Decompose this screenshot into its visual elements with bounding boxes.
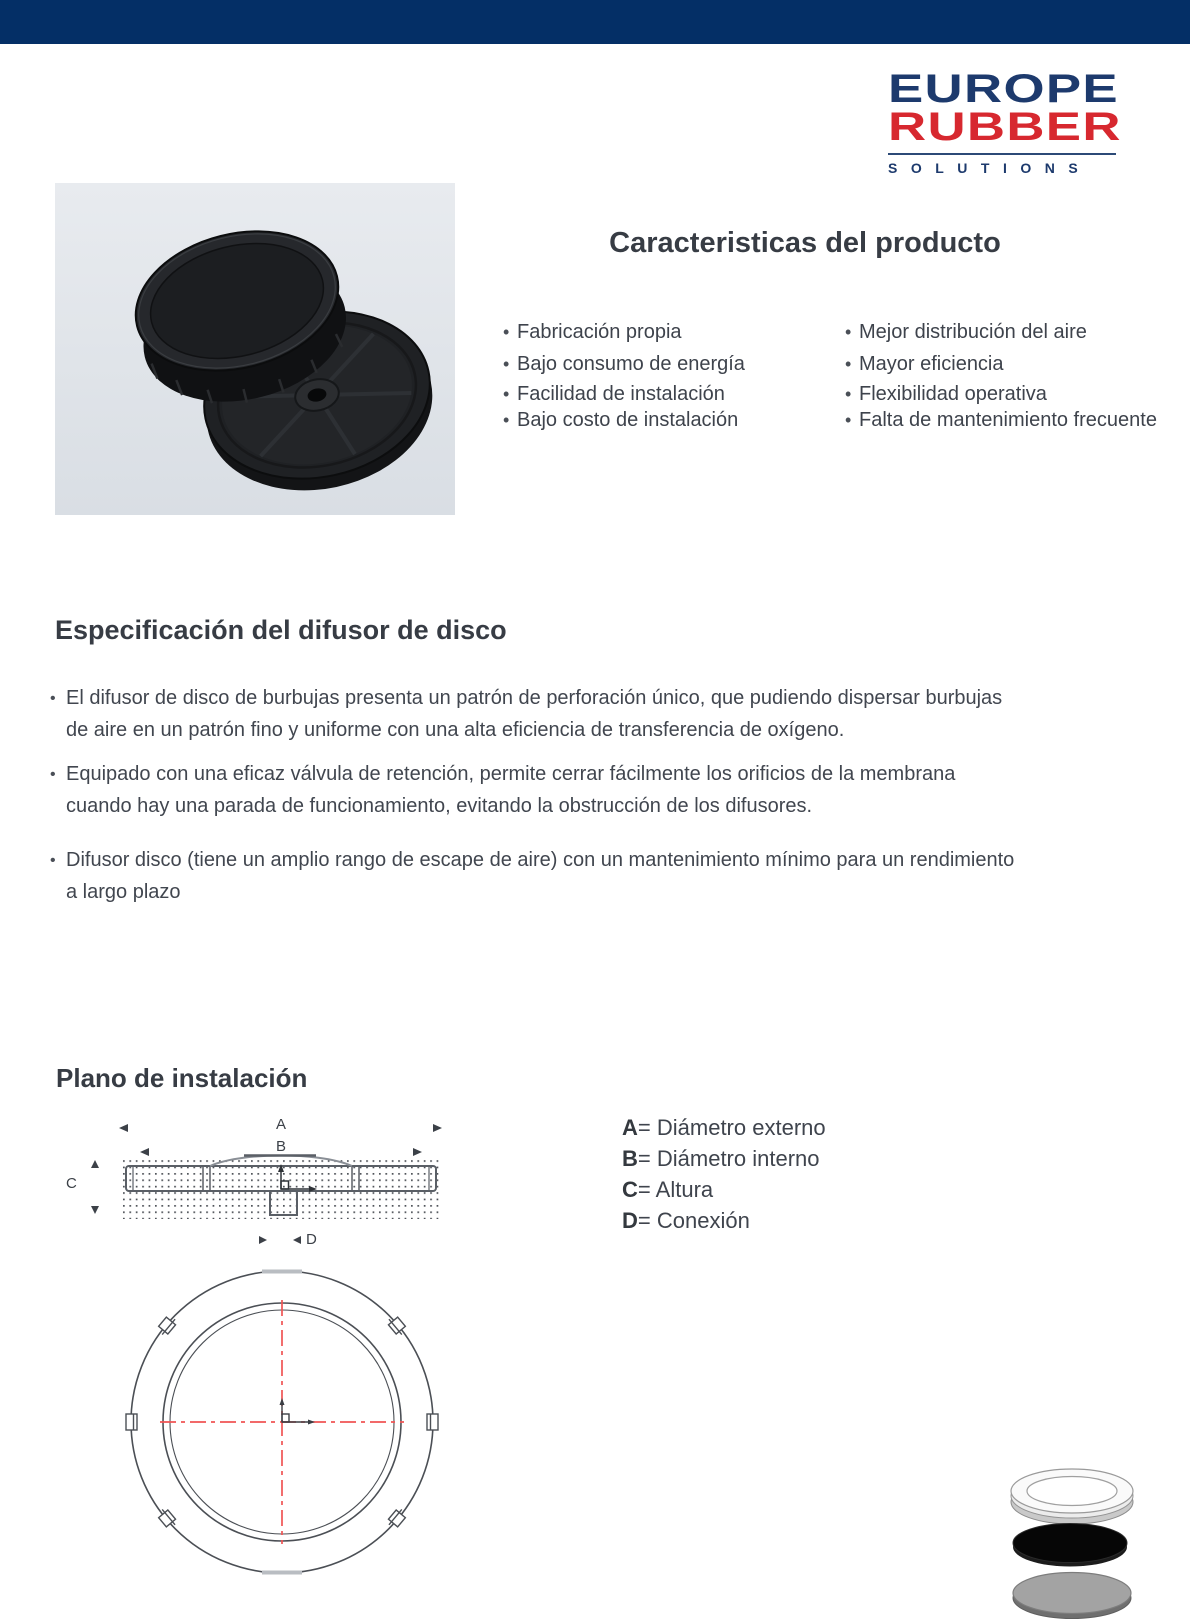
dim-label-b: B xyxy=(275,1138,287,1155)
spec-bullet xyxy=(50,758,1160,822)
feature-item: • Facilidad de instalación xyxy=(503,382,833,406)
legend-label: Conexión xyxy=(656,1208,750,1233)
legend-sep: = xyxy=(637,1208,651,1233)
legend-key: B xyxy=(622,1146,638,1171)
plan-center-axis-icon xyxy=(282,1404,308,1422)
spec-bullet-line: • Equipado con una eficaz válvula de retención, permite cerrar fácilmente los orificios de la membrana xyxy=(66,763,956,785)
installation-title: Plano de instalación xyxy=(56,1063,308,1093)
spec-bullet-line: • Difusor disco (tiene un amplio rango de escape de aire) con un mantenimiento mínimo para un rendimiento xyxy=(66,849,1015,871)
logo-word-solutions: SOLUTIONS xyxy=(888,160,1092,176)
legend-row xyxy=(622,1205,826,1236)
logo-word-rubber: RUBBER xyxy=(888,105,1122,149)
logo-divider-line xyxy=(888,153,1116,155)
feature-item: • Bajo consumo de energía xyxy=(503,352,833,376)
exploded-base-plate xyxy=(1013,1573,1131,1619)
plan-center-axis-arrowheads xyxy=(280,1398,316,1425)
dim-arrows-d xyxy=(259,1236,301,1244)
legend-key: D xyxy=(622,1208,638,1233)
specification-bullets xyxy=(50,682,1160,908)
legend-label: Altura xyxy=(655,1177,714,1202)
feature-item: • Flexibilidad operativa xyxy=(845,382,1175,406)
legend-sep: = xyxy=(637,1115,651,1140)
spec-bullet xyxy=(50,844,1160,908)
spec-bullet xyxy=(50,682,1160,746)
dim-label-c: C xyxy=(66,1175,77,1192)
legend-label: Diámetro externo xyxy=(656,1115,826,1140)
spec-bullet-line: a largo plazo xyxy=(66,881,181,903)
legend-key: A xyxy=(622,1115,638,1140)
features-title: Caracteristicas del producto xyxy=(609,227,1001,259)
spec-bullet-line: de aire en un patrón fino y uniforme con una alta eficiencia de transferencia de oxígeno. xyxy=(66,719,845,741)
spec-bullet-line: cuando hay una parada de funcionamiento, evitando la obstrucción de los difusores. xyxy=(66,795,813,817)
product-photo xyxy=(55,183,455,515)
legend-key: C xyxy=(622,1177,638,1202)
feature-item: • Mayor eficiencia xyxy=(845,352,1175,376)
feature-item: • Mejor distribución del aire xyxy=(845,320,1175,344)
top-navy-bar xyxy=(0,0,1190,44)
legend-sep: = xyxy=(637,1146,651,1171)
legend-label: Diámetro interno xyxy=(656,1146,820,1171)
company-logo xyxy=(888,67,1123,176)
features-column-1 xyxy=(503,320,833,432)
exploded-view-drawing xyxy=(1000,1452,1145,1620)
specification-title: Especificación del difusor de disco xyxy=(55,615,507,645)
plan-view-drawing xyxy=(122,1262,444,1580)
dim-arrows-c xyxy=(91,1160,99,1214)
logo-word-europe: EUROPE xyxy=(888,67,1119,111)
feature-item: • Fabricación propia xyxy=(503,320,833,344)
dim-label-d: D xyxy=(306,1231,317,1248)
feature-item: • Falta de mantenimiento frecuente xyxy=(845,408,1175,432)
spec-bullet-line: • El difusor de disco de burbujas presenta un patrón de perforación único, que pudiendo dispersar burbujas xyxy=(66,687,1003,709)
legend-row xyxy=(622,1112,826,1143)
cross-section-drawing xyxy=(58,1108,450,1253)
legend-sep: = xyxy=(637,1177,651,1202)
dim-label-a: A xyxy=(275,1116,287,1133)
feature-item: • Bajo costo de instalación xyxy=(503,408,833,432)
dimension-legend xyxy=(622,1112,826,1236)
exploded-ring xyxy=(1011,1469,1133,1524)
legend-row xyxy=(622,1174,826,1205)
exploded-membrane xyxy=(1013,1524,1127,1567)
legend-row xyxy=(622,1143,826,1174)
features-column-2 xyxy=(845,320,1175,432)
